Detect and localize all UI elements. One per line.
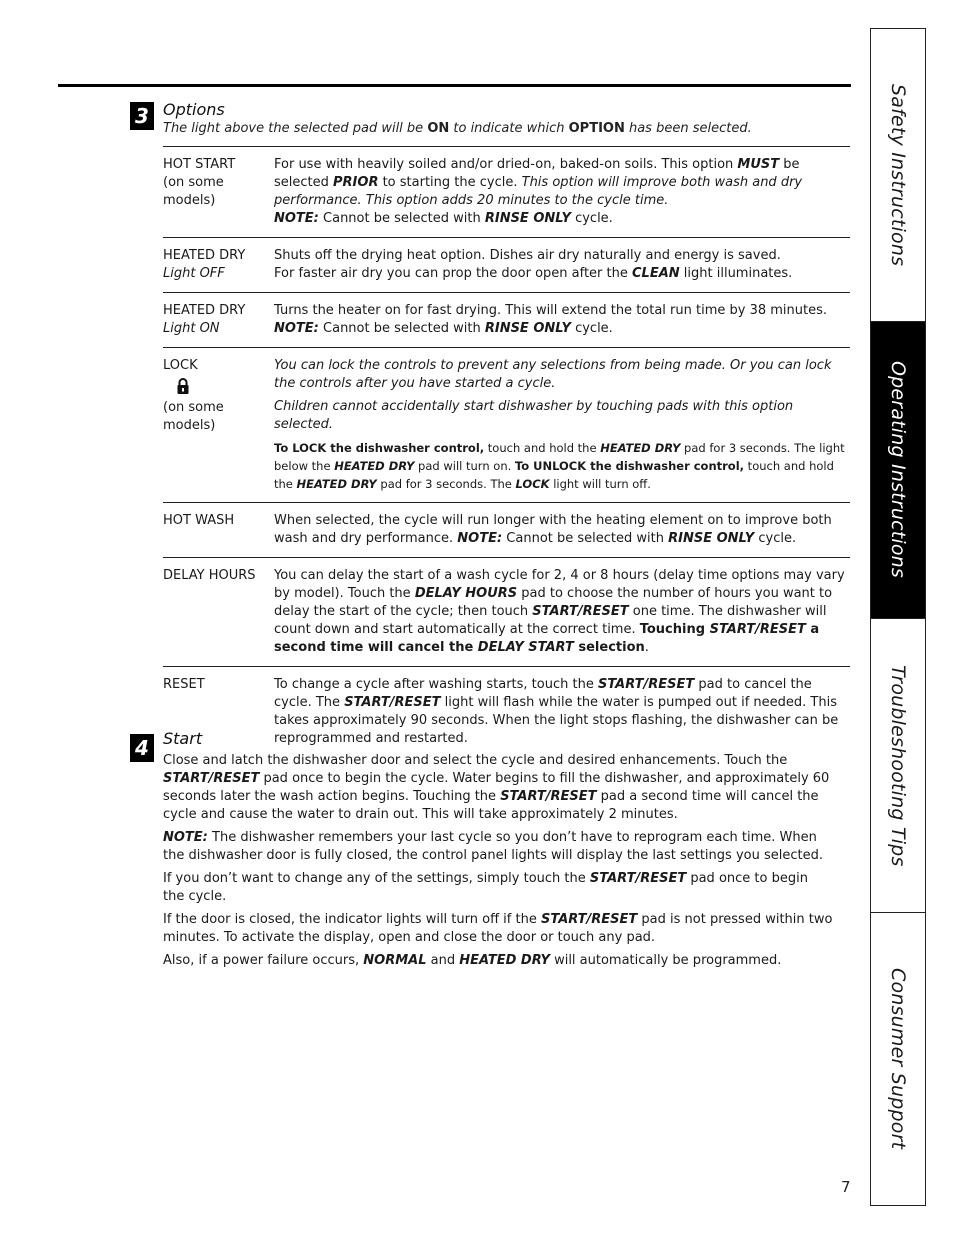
option-row-heated-dry-off	[163, 237, 850, 292]
option-name: HOT WASH	[163, 513, 235, 528]
page-number: 7	[841, 1178, 851, 1196]
option-subnote: (on some models)	[163, 400, 224, 433]
tab-label: Safety Instructions	[887, 83, 909, 267]
option-row-hot-start	[163, 146, 850, 237]
start-paragraph: If the door is closed, the indicator lights will turn off if the START/RESET pad is not pressed within two minutes. To activate the display, open and close the door or touch any pad.	[163, 912, 833, 945]
tab-label: Consumer Support	[887, 968, 909, 1150]
start-body	[163, 752, 833, 975]
option-label	[163, 302, 274, 338]
options-subtitle: The light above the selected pad will be ON to indicate which OPTION has been selected.	[163, 121, 752, 136]
option-name: DELAY HOURS	[163, 568, 256, 583]
option-row-heated-dry-on	[163, 292, 850, 347]
options-title: Options	[163, 100, 225, 119]
tab-operating-instructions[interactable]	[871, 322, 925, 619]
option-subnote: Light ON	[163, 321, 220, 336]
option-label	[163, 512, 274, 548]
tab-label: Troubleshooting Tips	[887, 664, 909, 867]
step-number-3: 3	[130, 102, 154, 130]
side-tab-bar	[870, 28, 926, 1206]
padlock-icon	[176, 377, 190, 395]
tab-label: Operating Instructions	[887, 361, 909, 579]
option-label	[163, 567, 274, 657]
option-description: Turns the heater on for fast drying. This will extend the total run time by 38 minutes. NOTE: Cannot be selected with RINSE ONLY cycle.	[274, 303, 828, 336]
lock-instructions: To LOCK the dishwasher control, touch and hold the HEATED DRY pad for 3 seconds. The light below the HEATED DRY pad will turn on. To UNLOCK the dishwasher control, touch and hold the HEATED DRY pad for 3 seconds. The LOCK light will turn off.	[274, 441, 845, 491]
option-description: You can lock the controls to prevent any selections from being made. Or you can lock the controls after you have started a cycle. Children cannot accidentally start dishwasher by touching pads with this option selected. To LOCK the dishwasher control, touch and hold the HEATED DRY pad for 3 seconds. The light below the HEATED DRY pad will turn on. To UNLOCK the dishwasher control, touch and hold the HEATED DRY pad for 3 seconds. The LOCK light will turn off.	[274, 357, 850, 493]
tab-consumer-support[interactable]	[871, 913, 925, 1205]
option-name: RESET	[163, 677, 205, 692]
option-description: For use with heavily soiled and/or dried-on, baked-on soils. This option MUST be selected PRIOR to starting the cycle. This option will improve both wash and dry performance. This option adds 20 minutes to the cycle time. NOTE: Cannot be selected with RINSE ONLY cycle.	[274, 157, 803, 226]
option-label	[163, 247, 274, 283]
start-paragraph: Close and latch the dishwasher door and select the cycle and desired enhancements. Touch the START/RESET pad once to begin the cycle. Water begins to fill the dishwasher, and approximately 60 seconds later the wash action begins. Touching the START/RESET pad a second time will cancel the cycle and cause the water to drain out. This will take approximately 2 minutes.	[163, 753, 830, 822]
option-name: LOCK	[163, 358, 198, 373]
option-subnote: (on some models)	[163, 175, 224, 208]
option-row-lock	[163, 347, 850, 502]
step-number-4: 4	[130, 734, 154, 762]
option-row-reset	[163, 666, 850, 757]
tab-troubleshooting-tips[interactable]	[871, 619, 925, 913]
options-table	[163, 146, 850, 757]
tab-safety-instructions[interactable]	[871, 29, 925, 322]
option-description: When selected, the cycle will run longer with the heating element on to improve both wash and dry performance. NOTE: Cannot be selected with RINSE ONLY cycle.	[274, 513, 832, 546]
option-description: You can delay the start of a wash cycle for 2, 4 or 8 hours (delay time options may vary by model). Touch the DELAY HOURS pad to choose the number of hours you want to delay the start of the cycle; then touch START/RESET one time. The dishwasher will count down and start automatically at the correct time. Touching START/RESET a second time will cancel the DELAY START selection.	[274, 568, 845, 655]
option-description: To change a cycle after washing starts, touch the START/RESET pad to cancel the cycle. The START/RESET light will flash while the water is pumped out if needed. This takes approximately 90 seconds. When the light stops flashing, the dishwasher can be reprogrammed and restarted.	[274, 677, 839, 746]
option-subnote: Light OFF	[163, 266, 225, 281]
option-description: Shuts off the drying heat option. Dishes air dry naturally and energy is saved. For faster air dry you can prop the door open after the CLEAN light illuminates.	[274, 248, 793, 281]
start-paragraph: NOTE: The dishwasher remembers your last cycle so you don’t have to reprogram each time. When the dishwasher door is fully closed, the control panel lights will display the last settings you selected.	[163, 830, 823, 863]
option-label	[163, 357, 274, 493]
option-name: HEATED DRY	[163, 248, 246, 263]
top-rule	[58, 84, 851, 87]
option-label	[163, 156, 274, 228]
start-paragraph: Also, if a power failure occurs, NORMAL and HEATED DRY will automatically be programmed.	[163, 953, 782, 968]
option-name: HEATED DRY	[163, 303, 246, 318]
option-name: HOT START	[163, 157, 236, 172]
start-paragraph: If you don’t want to change any of the settings, simply touch the START/RESET pad once to begin the cycle.	[163, 871, 808, 904]
option-row-hot-wash	[163, 502, 850, 557]
option-row-delay-hours	[163, 557, 850, 666]
start-title: Start	[163, 729, 203, 748]
